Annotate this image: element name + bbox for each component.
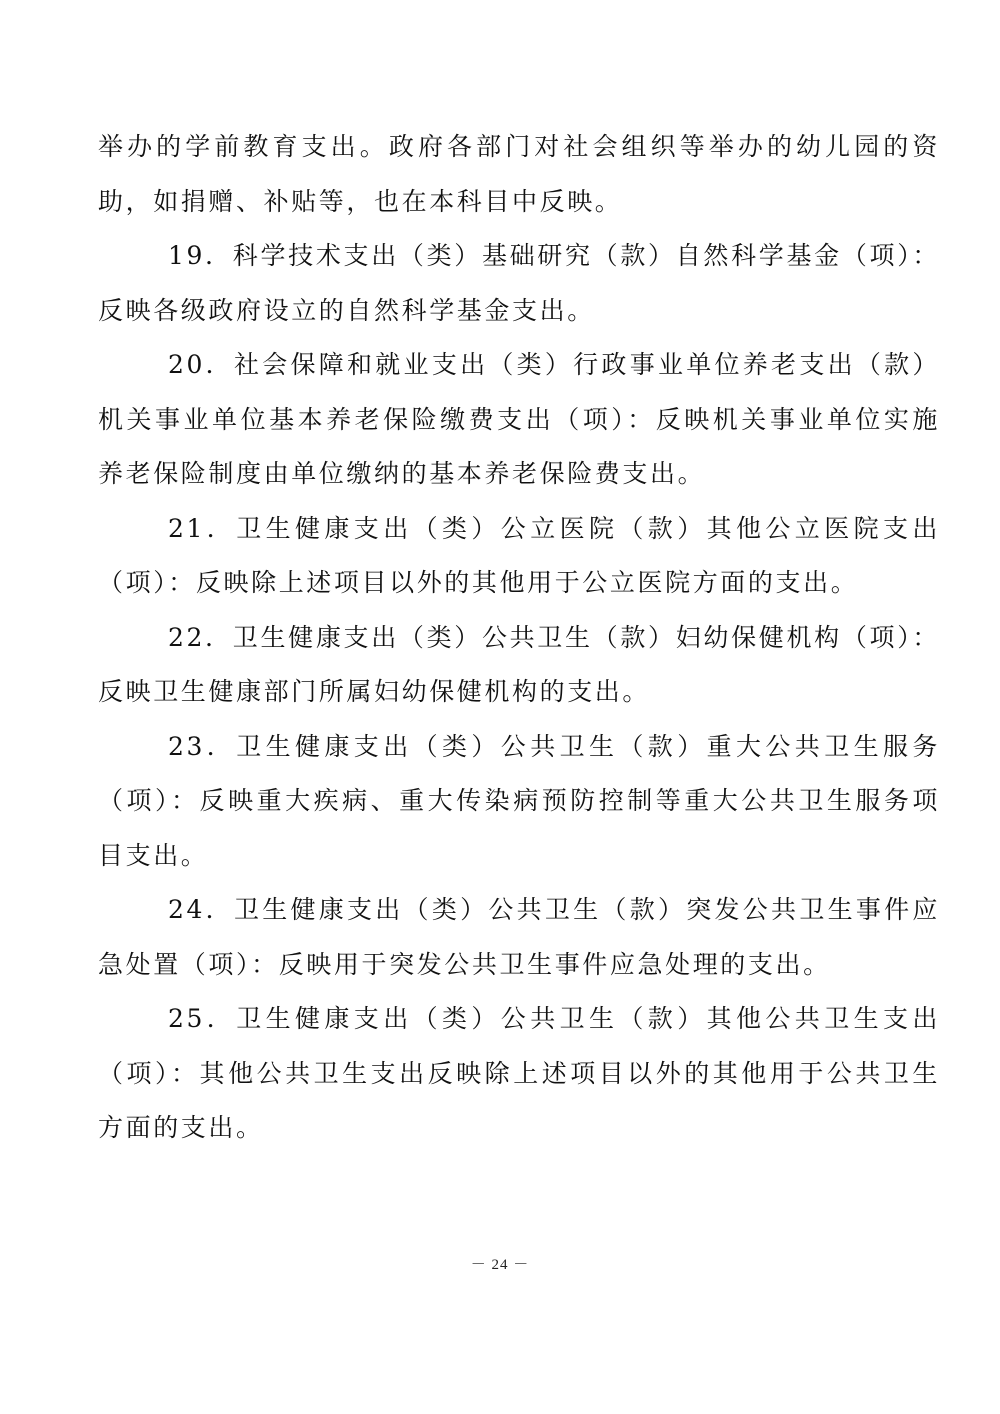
page-number: － 24 － xyxy=(470,1257,530,1273)
paragraph-item-24: 24．卫生健康支出（类）公共卫生（款）突发公共卫生事件应急处置（项）：反映用于突发公共卫生事件应急处理的支出。 xyxy=(98,895,940,979)
paragraph-item-21: 21．卫生健康支出（类）公立医院（款）其他公立医院支出（项）：反映除上述项目以外的其他用于公立医院方面的支出。 xyxy=(98,513,940,597)
document-body xyxy=(98,120,940,1156)
paragraph-item-25: 25．卫生健康支出（类）公共卫生（款）其他公共卫生支出（项）：其他公共卫生支出反映除上述项目以外的其他用于公共卫生 方面的支出。 xyxy=(98,1004,940,1142)
paragraph-item-20: 20．社会保障和就业支出（类）行政事业单位养老支出（款）机关事业单位基本养老保险缴费支出（项）：反映机关事业单位实施养老保险制度由单位缴纳的基本养老保险费支出。 xyxy=(98,350,940,488)
paragraph-continuation: 举办的学前教育支出。政府各部门对社会组织等举办的幼儿园的资助，如捐赠、补贴等，也在本科目中反映。 xyxy=(98,132,940,216)
paragraph-item-22: 22．卫生健康支出（类）公共卫生（款）妇幼保健机构（项）：反映卫生健康部门所属妇幼保健机构的支出。 xyxy=(98,622,940,706)
paragraph-item-19: 19．科学技术支出（类）基础研究（款）自然科学基金（项）：反映各级政府设立的自然科学基金支出。 xyxy=(98,241,940,325)
paragraph-item-23: 23．卫生健康支出（类）公共卫生（款）重大公共卫生服务（项）：反映重大疾病、重大传染病预防控制等重大公共卫生服务项 目支出。 xyxy=(98,731,940,870)
